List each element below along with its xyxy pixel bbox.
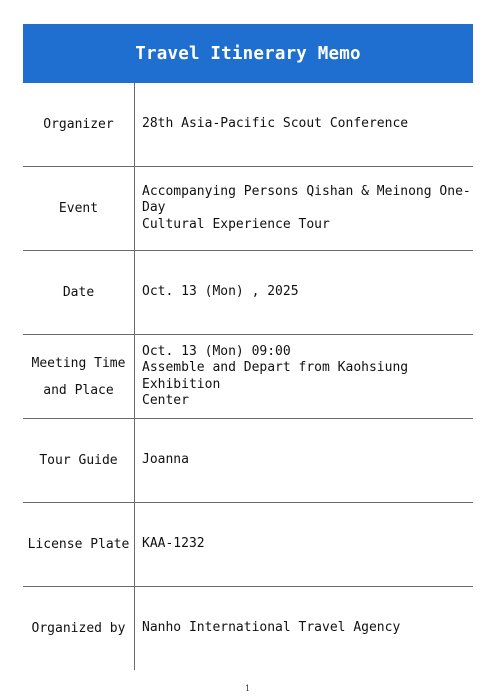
event-value-line1: Accompanying Persons Qishan & Meinong One-Day [142,183,471,216]
meeting-label-line1: Meeting Time [31,355,126,371]
organized-by-label-text: Organized by [31,621,126,636]
date-label [23,251,135,334]
plate-label-text: License Plate [27,537,130,552]
row-event [23,167,473,251]
meeting-label-line2: and Place [43,382,114,398]
page-number: 1 [244,684,251,693]
organizer-label-text: Organizer [43,117,114,132]
event-value-line2: Cultural Experience Tour [142,216,330,232]
meeting-value [135,335,473,418]
organized-by-label [23,587,135,670]
meeting-value-line2: Assemble and Depart from Kaohsiung Exhibition [142,360,409,392]
event-value [135,167,473,250]
plate-label [23,503,135,586]
guide-label [23,419,135,502]
itinerary-table [23,83,473,670]
organizer-value-text: 28th Asia-Pacific Scout Conference [142,116,409,132]
guide-value-text: Joanna [142,452,189,468]
row-organizer [23,83,473,167]
row-organized-by [23,587,473,670]
memo-title: Travel Itinerary Memo [135,43,361,64]
row-date [23,251,473,335]
meeting-value-line1: Oct. 13 (Mon) 09:00 [142,343,291,359]
organized-by-value [135,587,473,670]
meeting-label [23,335,135,418]
date-value [135,251,473,334]
memo-header [23,24,473,83]
guide-label-text: Tour Guide [39,453,118,468]
row-plate [23,503,473,587]
event-label [23,167,135,250]
row-meeting [23,335,473,419]
row-guide [23,419,473,503]
plate-value-text: KAA-1232 [142,536,205,552]
date-value-text: Oct. 13 (Mon) , 2025 [142,284,299,300]
organized-by-value-text: Nanho International Travel Agency [142,620,401,636]
organizer-value [135,83,473,166]
date-label-text: Date [62,285,95,300]
meeting-value-line3: Center [142,393,189,408]
plate-value [135,503,473,586]
guide-value [135,419,473,502]
organizer-label [23,83,135,166]
event-label-text: Event [58,201,99,216]
